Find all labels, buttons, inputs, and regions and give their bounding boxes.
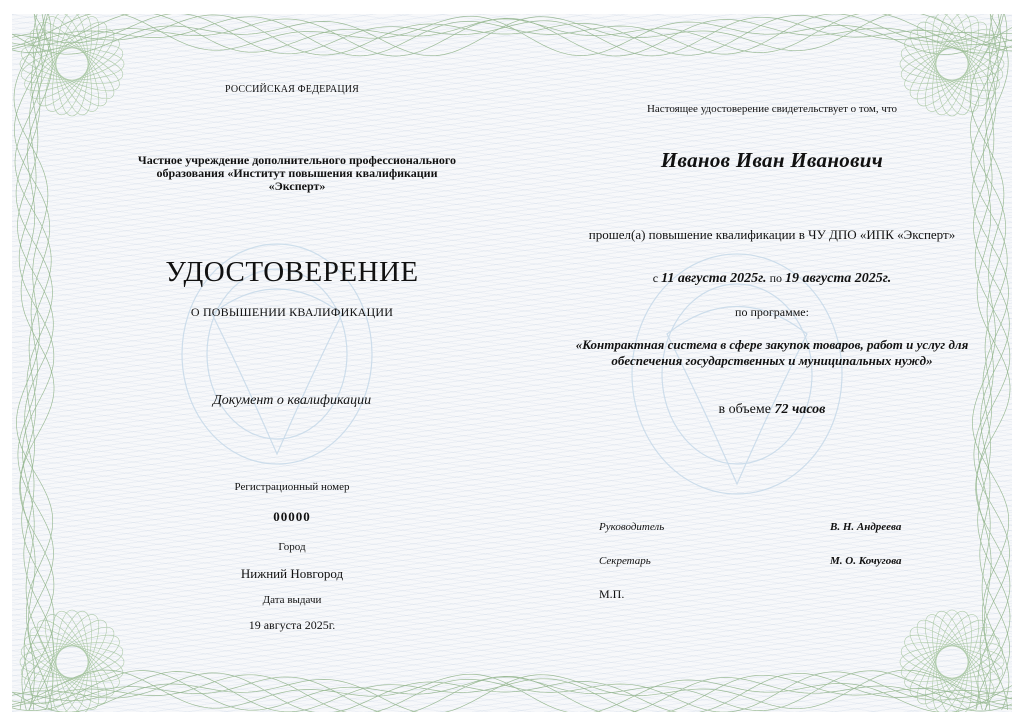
country-heading: РОССИЙСКАЯ ФЕДЕРАЦИЯ [224, 84, 360, 95]
organization-name: Частное учреждение дополнительного профессионального образования «Институт повышения квалификации «Эксперт» [137, 153, 457, 193]
signature-name-director: В. Н. Андреева [830, 521, 902, 533]
holder-full-name: Иванов Иван Иванович [660, 148, 884, 172]
training-volume [572, 402, 972, 418]
program-name: «Контрактная система в сфере закупок товаров, работ и услуг для обеспечения государственных и муниципальных нужд» [575, 337, 969, 368]
period-from-prefix: с [652, 271, 659, 285]
period-from-date: 11 августа 2025г. [661, 271, 767, 286]
registration-number: 00000 [273, 509, 311, 524]
certificate-subtitle: О ПОВЫШЕНИИ КВАЛИФИКАЦИИ [190, 305, 394, 319]
city-value: Нижний Новгород [240, 566, 344, 581]
period-to-date: 19 августа 2025г. [784, 271, 892, 286]
seal-placeholder: М.П. [599, 587, 625, 601]
program-label: по программе: [735, 305, 809, 319]
training-period [572, 271, 972, 287]
signature-role-director: Руководитель [599, 521, 665, 533]
volume-prefix: в объеме [718, 402, 771, 417]
certificate-sheet [12, 14, 1012, 712]
period-to-prefix: по [769, 271, 782, 285]
city-label: Город [278, 541, 306, 553]
document-type: Документ о квалификации [212, 393, 372, 408]
issue-date-label: Дата выдачи [262, 594, 322, 606]
issue-date: 19 августа 2025г. [248, 618, 336, 632]
signature-role-secretary: Секретарь [599, 555, 651, 567]
certificate-title: УДОСТОВЕРЕНИЕ [165, 256, 419, 288]
left-page [12, 14, 572, 712]
certifies-text: Настоящее удостоверение свидетельствует о том, что [646, 103, 898, 115]
signature-name-secretary: М. О. Кочугова [830, 555, 902, 567]
registration-number-label: Регистрационный номер [234, 481, 350, 493]
volume-hours: 72 часов [774, 402, 826, 417]
right-page [532, 14, 1012, 712]
passed-training-text: прошел(а) повышение квалификации в ЧУ ДПО «ИПК «Эксперт» [588, 227, 956, 242]
